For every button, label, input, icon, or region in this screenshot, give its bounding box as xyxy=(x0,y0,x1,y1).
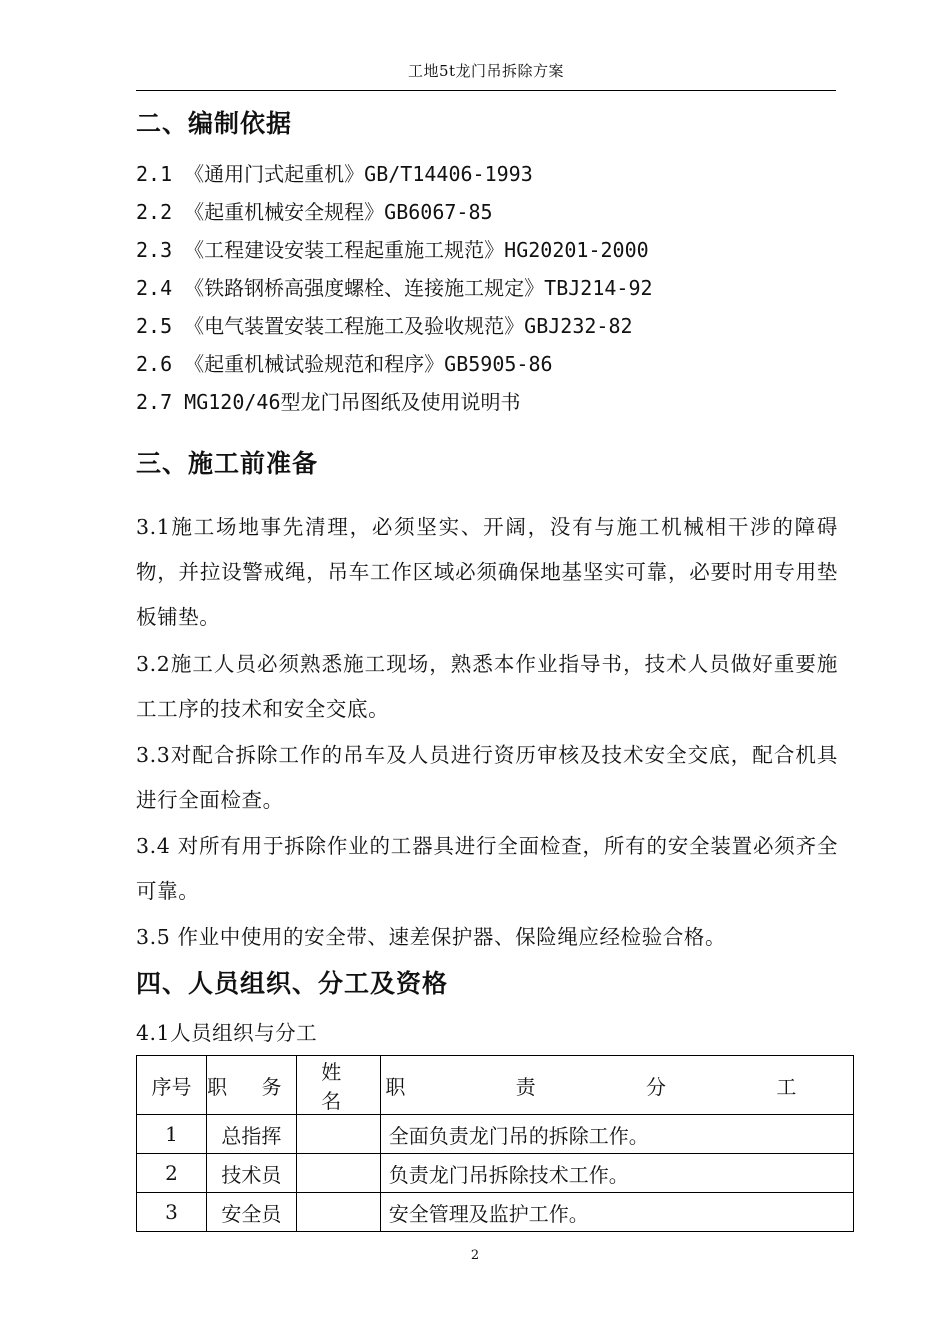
page-number: 2 xyxy=(470,1248,480,1263)
table-row xyxy=(137,1193,854,1232)
paragraph-3-3: 3.3对配合拆除工作的吊车及人员进行资历审核及技术安全交底，配合机具进行全面检查。 xyxy=(136,743,838,812)
section-heading-2: 二、编制依据 xyxy=(136,109,293,138)
reference-item: 2.6 《起重机械试验规范和程序》GB5905-86 xyxy=(136,352,553,376)
table-row xyxy=(137,1115,854,1154)
cell-duties: 安全管理及监护工作。 xyxy=(380,1193,853,1232)
cell-name xyxy=(296,1115,380,1154)
cell-index: 2 xyxy=(137,1154,207,1193)
reference-item: 2.3 《工程建设安装工程起重施工规范》HG20201-2000 xyxy=(136,238,649,262)
header-cell-index: 序号 xyxy=(137,1056,207,1115)
paragraph-3-1: 3.1施工场地事先清理，必须坚实、开阔，没有与施工机械相干涉的障碍物，并拉设警戒绳，吊车工作区域必须确保地基坚实可靠，必要时用专用垫板铺垫。 xyxy=(136,515,838,629)
paragraph-3-5: 3.5 作业中使用的安全带、速差保护器、保险绳应经检验合格。 xyxy=(136,925,727,949)
section-heading-4: 四、人员组织、分工及资格 xyxy=(136,969,449,998)
reference-item: 2.4 《铁路钢桥高强度螺栓、连接施工规定》TBJ214-92 xyxy=(136,276,653,300)
subheading-4-1: 4.1人员组织与分工 xyxy=(136,1021,318,1045)
reference-item: 2.1 《通用门式起重机》GB/T14406-1993 xyxy=(136,162,533,186)
staff-table xyxy=(136,1055,854,1232)
cell-name xyxy=(296,1193,380,1232)
cell-duties: 全面负责龙门吊的拆除工作。 xyxy=(380,1115,853,1154)
paragraph-3-2: 3.2施工人员必须熟悉施工现场，熟悉本作业指导书，技术人员做好重要施工工序的技术和安全交底。 xyxy=(136,652,838,721)
section-heading-3: 三、施工前准备 xyxy=(136,449,319,478)
reference-item: 2.2 《起重机械安全规程》GB6067-85 xyxy=(136,200,493,224)
header-cell-name: 姓 名 xyxy=(296,1056,380,1115)
running-header: 工地5t龙门吊拆除方案 xyxy=(407,62,565,80)
cell-position: 总指挥 xyxy=(206,1115,296,1154)
cell-name xyxy=(296,1154,380,1193)
cell-duties: 负责龙门吊拆除技术工作。 xyxy=(380,1154,853,1193)
header-cell-position: 职 务 xyxy=(206,1056,296,1115)
cell-position: 安全员 xyxy=(206,1193,296,1232)
paragraph-3-4: 3.4 对所有用于拆除作业的工器具进行全面检查，所有的安全装置必须齐全可靠。 xyxy=(136,834,838,903)
header-rule xyxy=(136,90,836,91)
reference-item: 2.5 《电气装置安装工程施工及验收规范》GBJ232-82 xyxy=(136,314,633,338)
reference-item: 2.7 MG120/46型龙门吊图纸及使用说明书 xyxy=(136,390,521,414)
header-cell-duties: 职 责 分 工 xyxy=(380,1056,853,1115)
table-header-row xyxy=(137,1056,854,1115)
cell-position: 技术员 xyxy=(206,1154,296,1193)
cell-index: 3 xyxy=(137,1193,207,1232)
table-row xyxy=(137,1154,854,1193)
cell-index: 1 xyxy=(137,1115,207,1154)
